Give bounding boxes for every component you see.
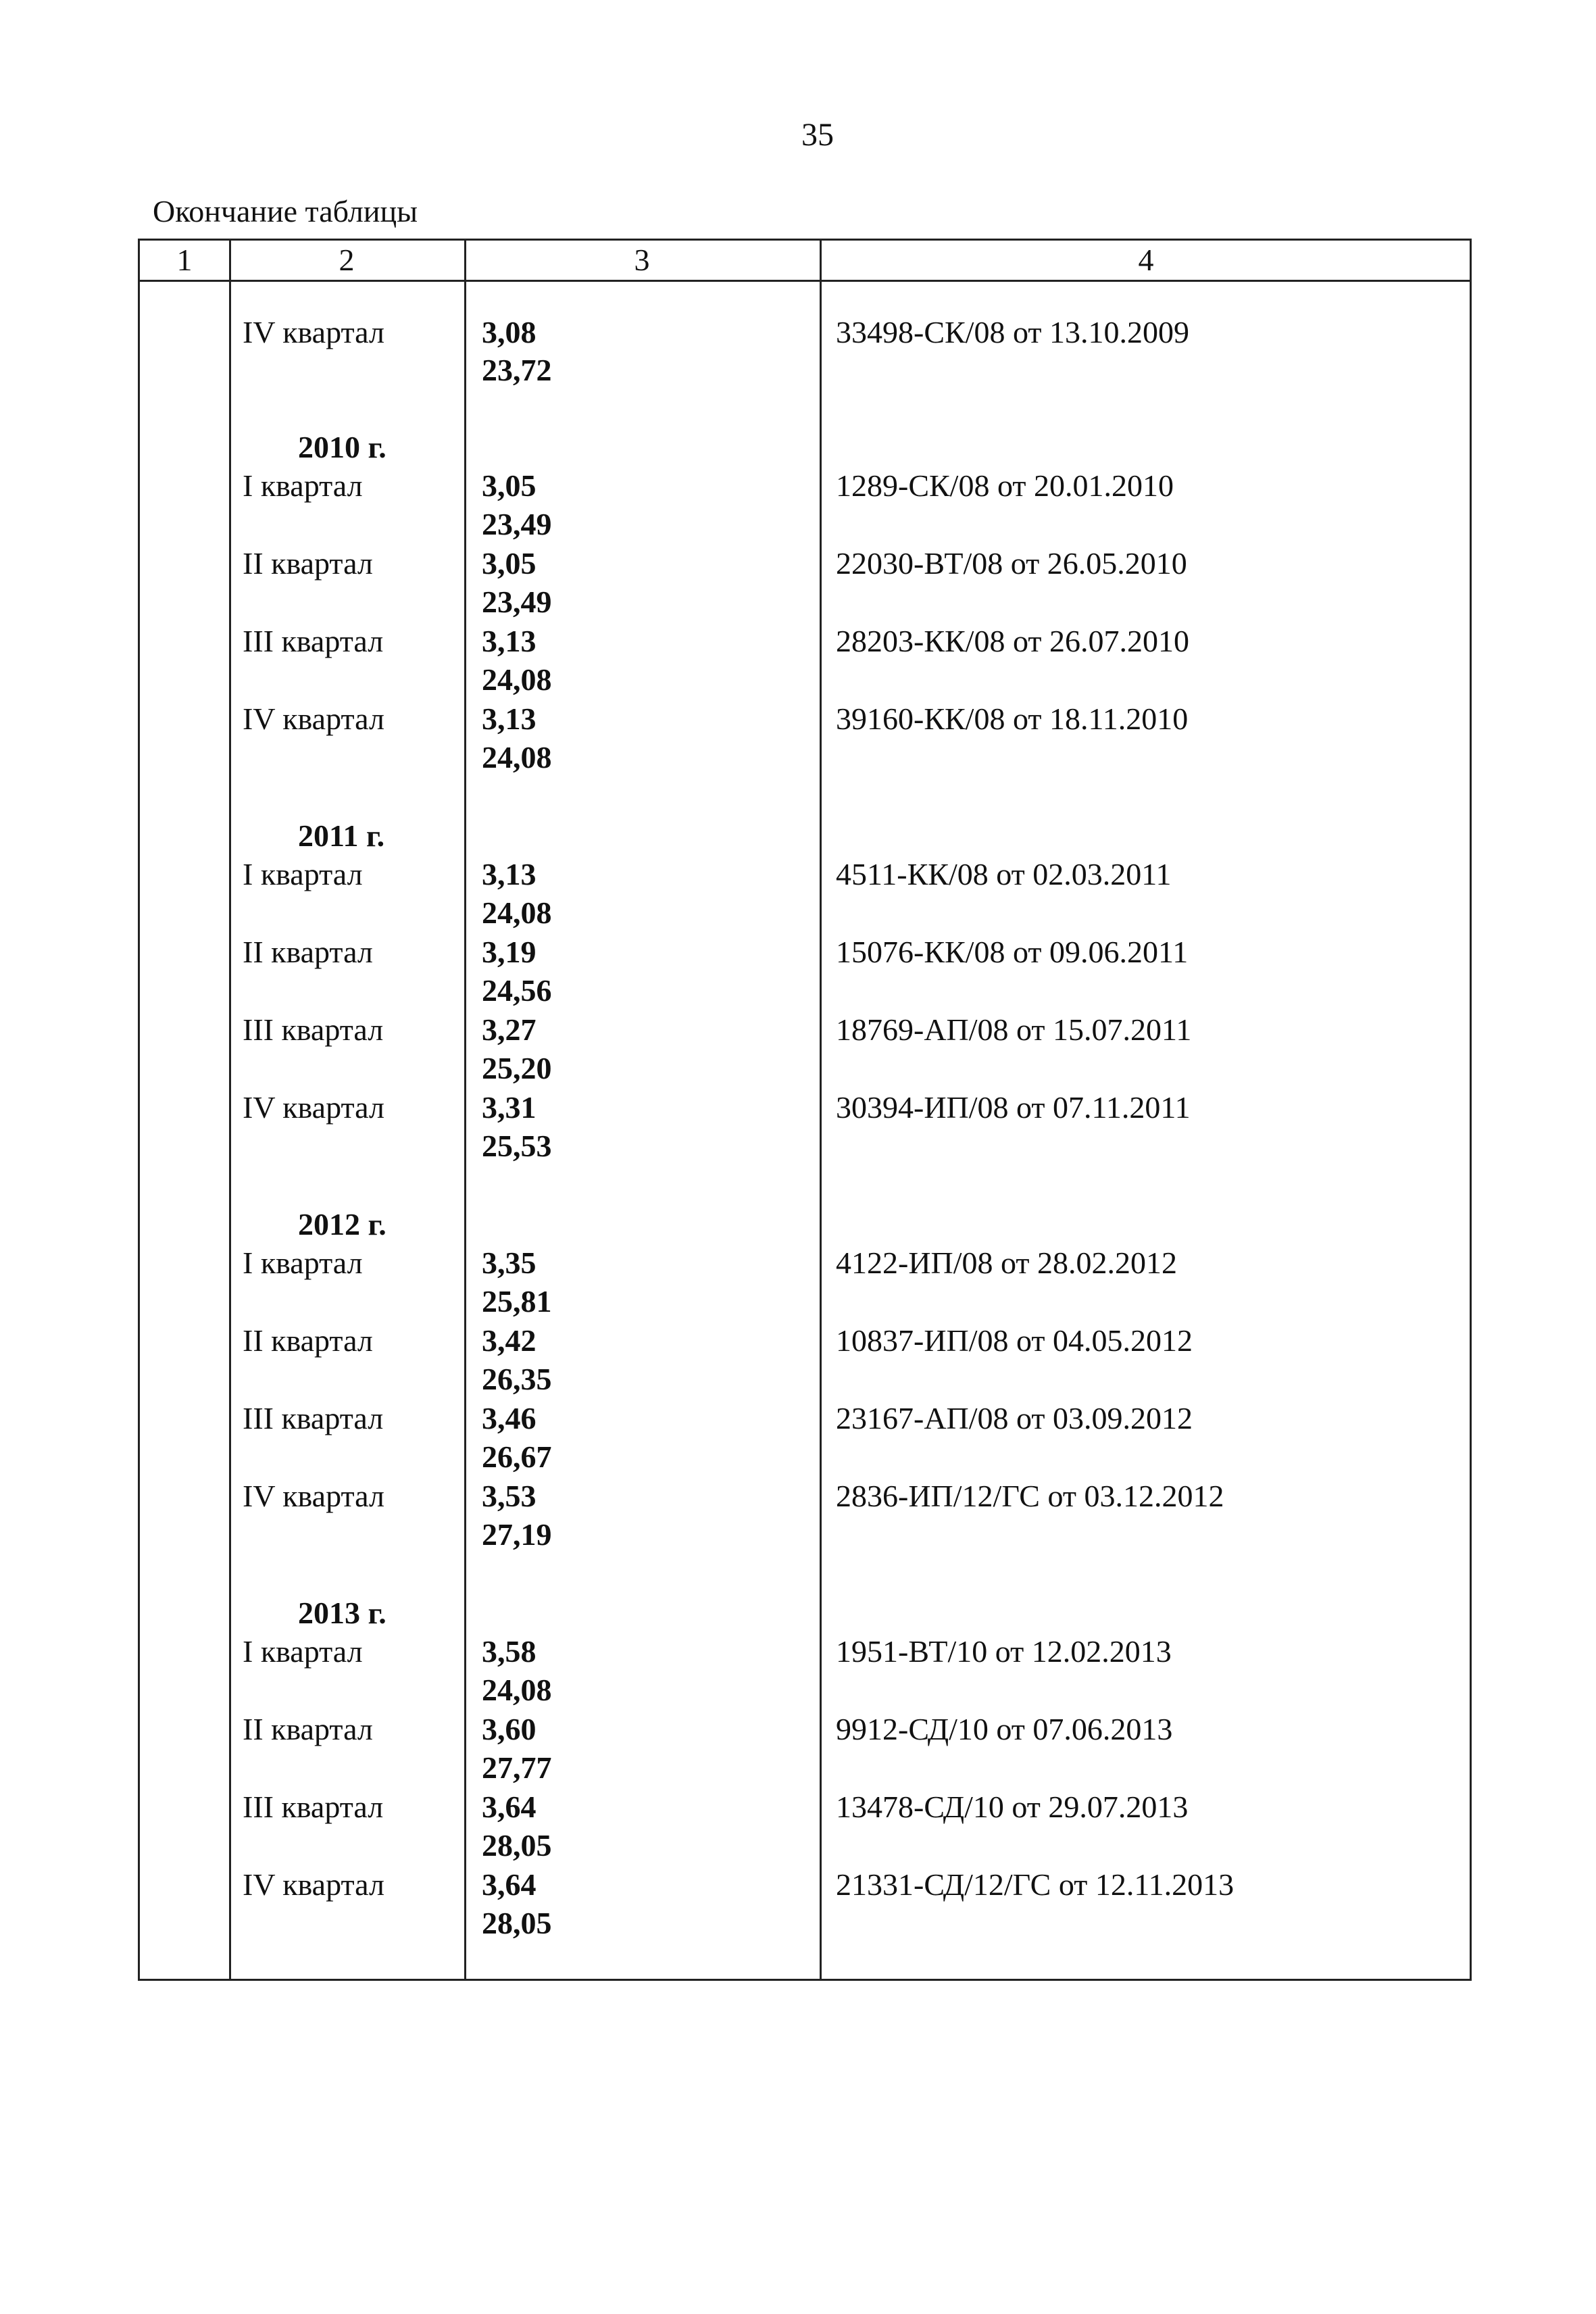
document-reference: 39160-КК/08 от 18.11.2010 xyxy=(836,701,1189,736)
period-label: II квартал xyxy=(243,1323,373,1358)
value-secondary: 23,49 xyxy=(482,507,552,541)
value-primary: 3,13 xyxy=(482,857,537,891)
value-primary: 3,58 xyxy=(482,1634,537,1669)
document-reference: 4122-ИП/08 от 28.02.2012 xyxy=(836,1246,1178,1280)
value-secondary: 24,08 xyxy=(482,662,552,697)
value-primary: 3,42 xyxy=(482,1323,537,1358)
period-label: I квартал xyxy=(243,468,363,503)
document-reference: 18769-АП/08 от 15.07.2011 xyxy=(836,1012,1192,1047)
period-label: IV квартал xyxy=(243,1479,384,1513)
period-label: I квартал xyxy=(243,1246,363,1280)
value-secondary: 27,19 xyxy=(482,1517,552,1552)
value-secondary: 28,05 xyxy=(482,1828,552,1863)
period-label: III квартал xyxy=(243,1401,384,1435)
column-header-2: 2 xyxy=(339,243,355,277)
period-label: II квартал xyxy=(243,1712,373,1746)
document-reference: 28203-КК/08 от 26.07.2010 xyxy=(836,624,1189,658)
column-divider xyxy=(820,241,822,1979)
document-reference: 1951-ВТ/10 от 12.02.2013 xyxy=(836,1634,1172,1669)
period-label: III квартал xyxy=(243,624,384,658)
value-secondary: 24,56 xyxy=(482,973,552,1008)
document-reference: 30394-ИП/08 от 07.11.2011 xyxy=(836,1090,1191,1125)
value-secondary: 27,77 xyxy=(482,1750,552,1785)
value-primary: 3,46 xyxy=(482,1401,537,1435)
value-secondary: 24,08 xyxy=(482,895,552,930)
document-reference: 1289-СК/08 от 20.01.2010 xyxy=(836,468,1174,503)
value-secondary: 25,20 xyxy=(482,1051,552,1085)
document-reference: 33498-СК/08 от 13.10.2009 xyxy=(836,315,1189,349)
document-reference: 23167-АП/08 от 03.09.2012 xyxy=(836,1401,1193,1435)
year-heading: 2011 г. xyxy=(298,818,385,853)
table-caption: Окончание таблицы xyxy=(153,194,418,228)
period-label: III квартал xyxy=(243,1012,384,1047)
value-primary: 3,13 xyxy=(482,624,537,658)
value-primary: 3,13 xyxy=(482,701,537,736)
value-primary: 3,60 xyxy=(482,1712,537,1746)
value-secondary: 24,08 xyxy=(482,740,552,774)
value-secondary: 23,49 xyxy=(482,585,552,619)
page-number: 35 xyxy=(801,117,834,153)
value-primary: 3,35 xyxy=(482,1246,537,1280)
document-reference: 15076-КК/08 от 09.06.2011 xyxy=(836,935,1189,969)
value-secondary: 23,72 xyxy=(482,353,552,387)
document-reference: 13478-СД/10 от 29.07.2013 xyxy=(836,1790,1189,1824)
value-primary: 3,05 xyxy=(482,546,537,581)
period-label: IV квартал xyxy=(243,1867,384,1902)
column-header-4: 4 xyxy=(1138,243,1154,277)
document-reference: 4511-КК/08 от 02.03.2011 xyxy=(836,857,1172,891)
document-reference: 2836-ИП/12/ГС от 03.12.2012 xyxy=(836,1479,1224,1513)
period-label: II квартал xyxy=(243,935,373,969)
header-divider xyxy=(140,280,1470,282)
value-secondary: 24,08 xyxy=(482,1673,552,1707)
year-heading: 2010 г. xyxy=(298,430,386,464)
period-label: III квартал xyxy=(243,1790,384,1824)
column-divider xyxy=(229,241,231,1979)
value-secondary: 25,53 xyxy=(482,1129,552,1163)
year-heading: 2013 г. xyxy=(298,1596,386,1630)
value-primary: 3,19 xyxy=(482,935,537,969)
value-secondary: 26,35 xyxy=(482,1362,552,1396)
period-label: I квартал xyxy=(243,1634,363,1669)
period-label: IV квартал xyxy=(243,1090,384,1125)
value-primary: 3,08 xyxy=(482,315,537,349)
document-reference: 9912-СД/10 от 07.06.2013 xyxy=(836,1712,1173,1746)
value-primary: 3,27 xyxy=(482,1012,537,1047)
column-header-3: 3 xyxy=(634,243,650,277)
period-label: IV квартал xyxy=(243,315,384,349)
value-secondary: 28,05 xyxy=(482,1906,552,1940)
column-divider xyxy=(464,241,466,1979)
document-reference: 22030-ВТ/08 от 26.05.2010 xyxy=(836,546,1187,581)
value-secondary: 26,67 xyxy=(482,1439,552,1474)
value-primary: 3,64 xyxy=(482,1790,537,1824)
value-primary: 3,53 xyxy=(482,1479,537,1513)
value-primary: 3,31 xyxy=(482,1090,537,1125)
value-secondary: 25,81 xyxy=(482,1284,552,1319)
value-primary: 3,64 xyxy=(482,1867,537,1902)
value-primary: 3,05 xyxy=(482,468,537,503)
period-label: IV квартал xyxy=(243,701,384,736)
period-label: II квартал xyxy=(243,546,373,581)
period-label: I квартал xyxy=(243,857,363,891)
data-table xyxy=(138,239,1472,1981)
column-header-1: 1 xyxy=(176,243,193,277)
document-reference: 10837-ИП/08 от 04.05.2012 xyxy=(836,1323,1193,1358)
year-heading: 2012 г. xyxy=(298,1207,386,1241)
document-reference: 21331-СД/12/ГС от 12.11.2013 xyxy=(836,1867,1235,1902)
